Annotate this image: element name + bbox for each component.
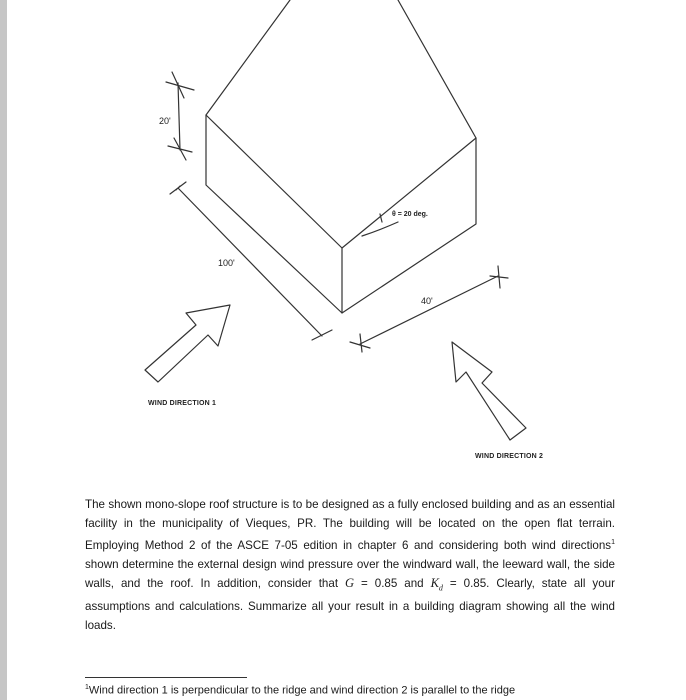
length-dimension-tick-start (170, 182, 186, 194)
footnote-marker: 1 (85, 684, 89, 691)
length-dimension-tick-end (312, 330, 332, 340)
problem-text-a: The shown mono-slope roof structure is to be designed as a fully enclosed building and as an essential facility in the municipality of Vieques, PR. The building will be located on the open flat terrain. Employing Method 2 of the ASCE 7-05 edition in chapter 6 and considering both wind directions (85, 498, 615, 552)
height-dimension-line (178, 83, 180, 150)
problem-text-d: = 0.85. Clearly, state all your assumptions and calculations. Summarize all your result in a building diagram showing all the wind loads. (85, 576, 615, 633)
footnote-divider (85, 677, 247, 678)
var-g: G (345, 575, 355, 590)
roof-angle-arc (362, 222, 398, 236)
footnote-ref: 1 (611, 539, 615, 546)
width-dimension-label: 40' (421, 296, 433, 306)
wind-direction-1-label: WIND DIRECTION 1 (148, 400, 217, 407)
wind-arrow-1 (145, 305, 230, 382)
roof-angle-label: θ = 20 deg. (392, 211, 428, 218)
building-front-wall (342, 138, 476, 313)
problem-statement (85, 495, 615, 635)
width-dimension-tick-end (490, 266, 508, 288)
wind-direction-2-label: WIND DIRECTION 2 (475, 453, 544, 460)
wind-arrow-2 (452, 342, 526, 440)
problem-text-c: = 0.85 and (354, 576, 431, 590)
building-left-wall (206, 115, 342, 313)
height-dimension-label: 20' (159, 116, 171, 126)
width-dimension-tick-start (350, 334, 370, 352)
length-dimension-line (178, 188, 322, 336)
footnote-text: Wind direction 1 is perpendicular to the ridge and wind direction 2 is parallel to the ridge (88, 684, 516, 697)
var-kd-sub: d (438, 583, 443, 593)
length-dimension-label: 100' (218, 258, 235, 268)
problem-text-b: shown determine the external design wind pressure over the windward wall, the leeward wall, the side walls, and the roof. In addition, consider that (85, 557, 615, 590)
height-dimension-tick-top (166, 72, 194, 98)
footnote (85, 684, 685, 697)
var-kd (430, 575, 443, 593)
var-kd-main: K (430, 575, 439, 590)
width-dimension-line (360, 276, 498, 344)
building-roof (206, 0, 476, 248)
